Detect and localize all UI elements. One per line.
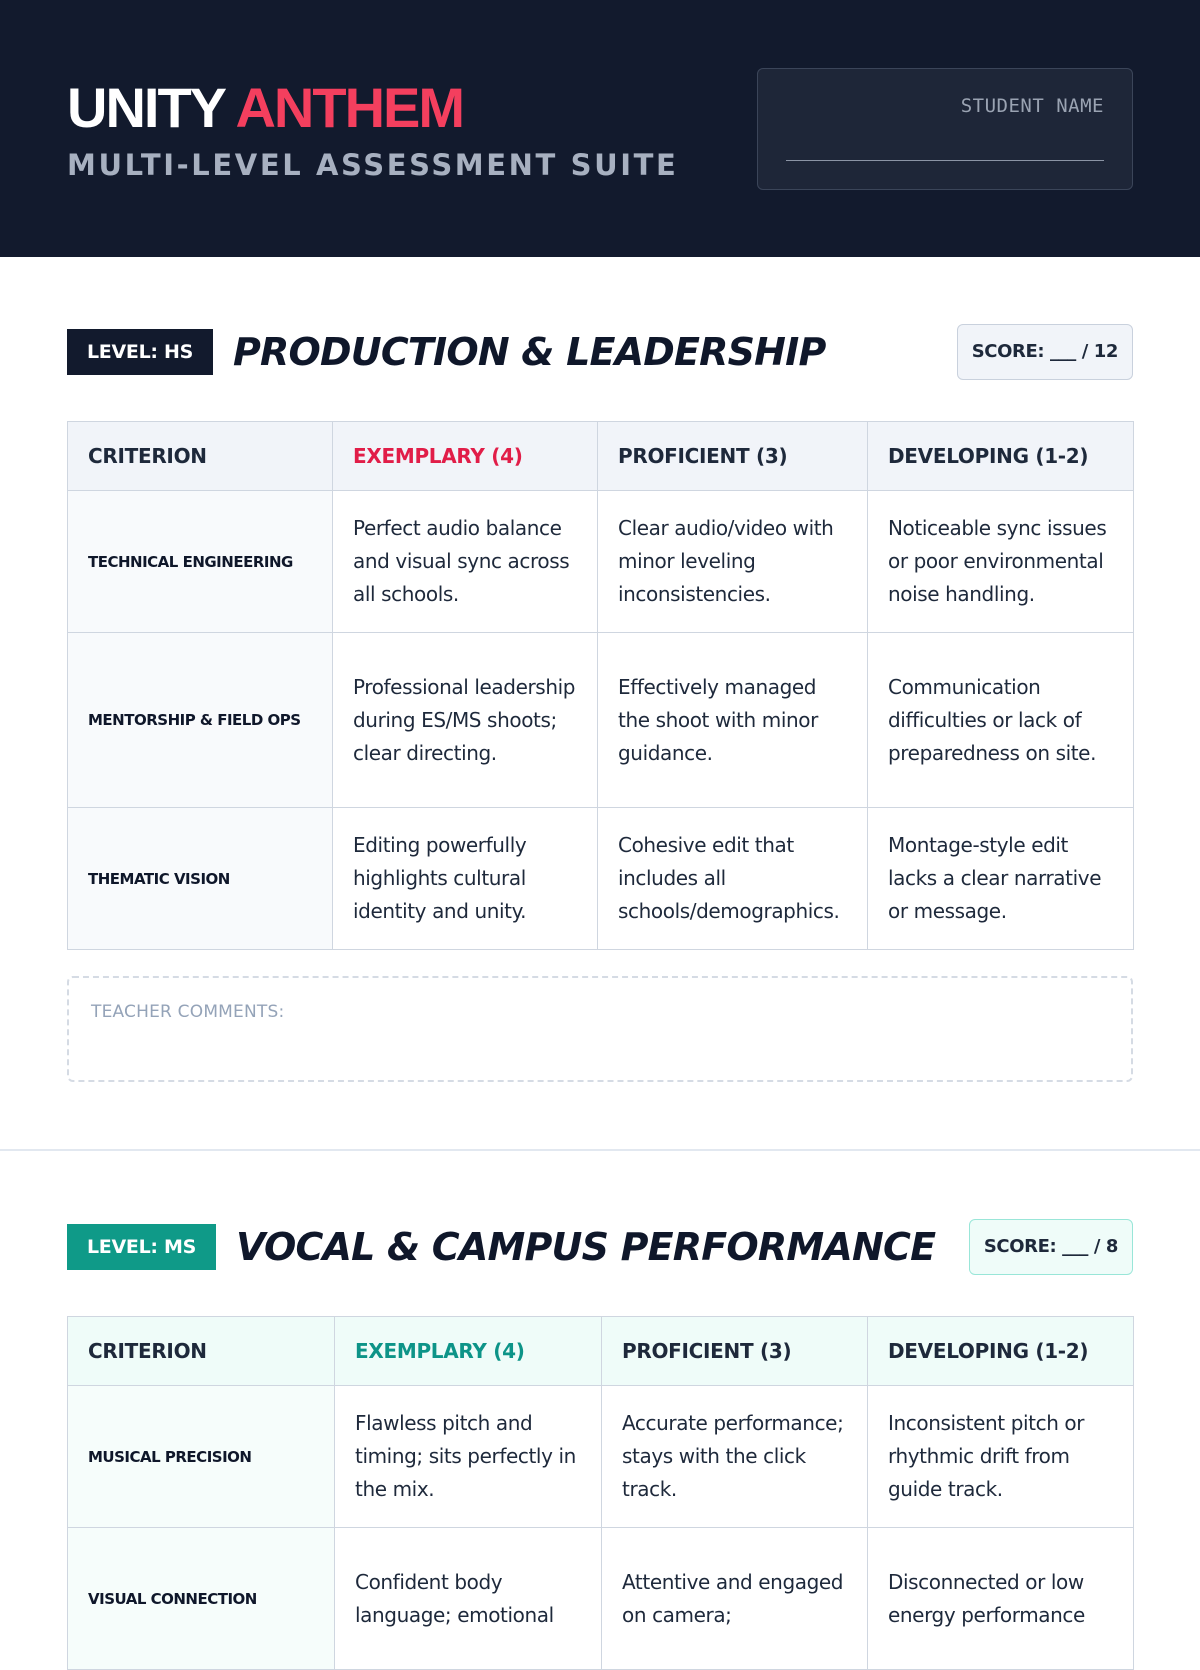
criterion-cell: VISUAL CONNECTION [68,1528,335,1670]
proficient-cell: Effectively managed the shoot with minor guidance. [598,633,868,808]
exemplary-cell: Confident body language; emotional [335,1528,602,1670]
rubric-table [67,1316,1134,1670]
table-header-row [68,1317,1134,1386]
rubric-table [67,421,1134,950]
teacher-comments-label: TEACHER COMMENTS: [91,1002,285,1022]
proficient-cell: Clear audio/video with minor leveling inconsistencies. [598,491,868,633]
exemplary-cell: Perfect audio balance and visual sync across all schools. [333,491,598,633]
table-row [68,808,1134,950]
criterion-cell: TECHNICAL ENGINEERING [68,491,333,633]
col-exemplary: EXEMPLARY (4) [335,1317,602,1386]
exemplary-cell: Professional leadership during ES/MS shoots; clear directing. [333,633,598,808]
proficient-cell: Attentive and engaged on camera; [602,1528,868,1670]
exemplary-cell: Flawless pitch and timing; sits perfectly in the mix. [335,1386,602,1528]
criterion-cell: MUSICAL PRECISION [68,1386,335,1528]
table-header-row [68,422,1134,491]
section-hs [67,324,1133,1022]
teacher-comments-box[interactable] [67,976,1133,1082]
developing-cell: Inconsistent pitch or rhythmic drift from guide track. [868,1386,1134,1528]
col-developing: DEVELOPING (1-2) [868,1317,1134,1386]
score-box: SCORE: ___ / 8 [969,1219,1133,1275]
section-title: PRODUCTION & LEADERSHIP [233,330,826,374]
section-ms [67,1219,1133,1627]
student-name-box [757,68,1133,190]
table-row [68,1386,1134,1528]
student-name-line[interactable] [786,160,1104,161]
developing-cell: Noticeable sync issues or poor environmental noise handling. [868,491,1134,633]
brand-title [67,78,678,138]
col-exemplary: EXEMPLARY (4) [333,422,598,491]
proficient-cell: Cohesive edit that includes all schools/demographics. [598,808,868,950]
brand-title-main: UNITY [67,76,224,139]
table-row [68,491,1134,633]
brand-title-accent: ANTHEM [235,76,464,139]
criterion-cell: THEMATIC VISION [68,808,333,950]
proficient-cell: Accurate performance; stays with the click track. [602,1386,868,1528]
col-criterion: CRITERION [68,422,333,491]
level-badge: LEVEL: MS [67,1224,216,1270]
criterion-cell: MENTORSHIP & FIELD OPS [68,633,333,808]
developing-cell: Disconnected or low energy performance [868,1528,1134,1670]
section-head [67,324,1133,380]
developing-cell: Communication difficulties or lack of preparedness on site. [868,633,1134,808]
section-head [67,1219,1133,1275]
col-criterion: CRITERION [68,1317,335,1386]
table-row [68,633,1134,808]
developing-cell: Montage-style edit lacks a clear narrative or message. [868,808,1134,950]
col-proficient: PROFICIENT (3) [598,422,868,491]
section-divider [0,1149,1200,1151]
level-badge: LEVEL: HS [67,329,213,375]
table-row [68,1528,1134,1670]
score-box: SCORE: ___ / 12 [957,324,1133,380]
page-header [0,0,1200,257]
exemplary-cell: Editing powerfully highlights cultural identity and unity. [333,808,598,950]
brand [67,78,678,182]
section-title: VOCAL & CAMPUS PERFORMANCE [236,1225,936,1269]
col-proficient: PROFICIENT (3) [602,1317,868,1386]
col-developing: DEVELOPING (1-2) [868,422,1134,491]
student-name-label: STUDENT NAME [960,95,1104,117]
brand-subtitle: MULTI-LEVEL ASSESSMENT SUITE [67,148,679,182]
